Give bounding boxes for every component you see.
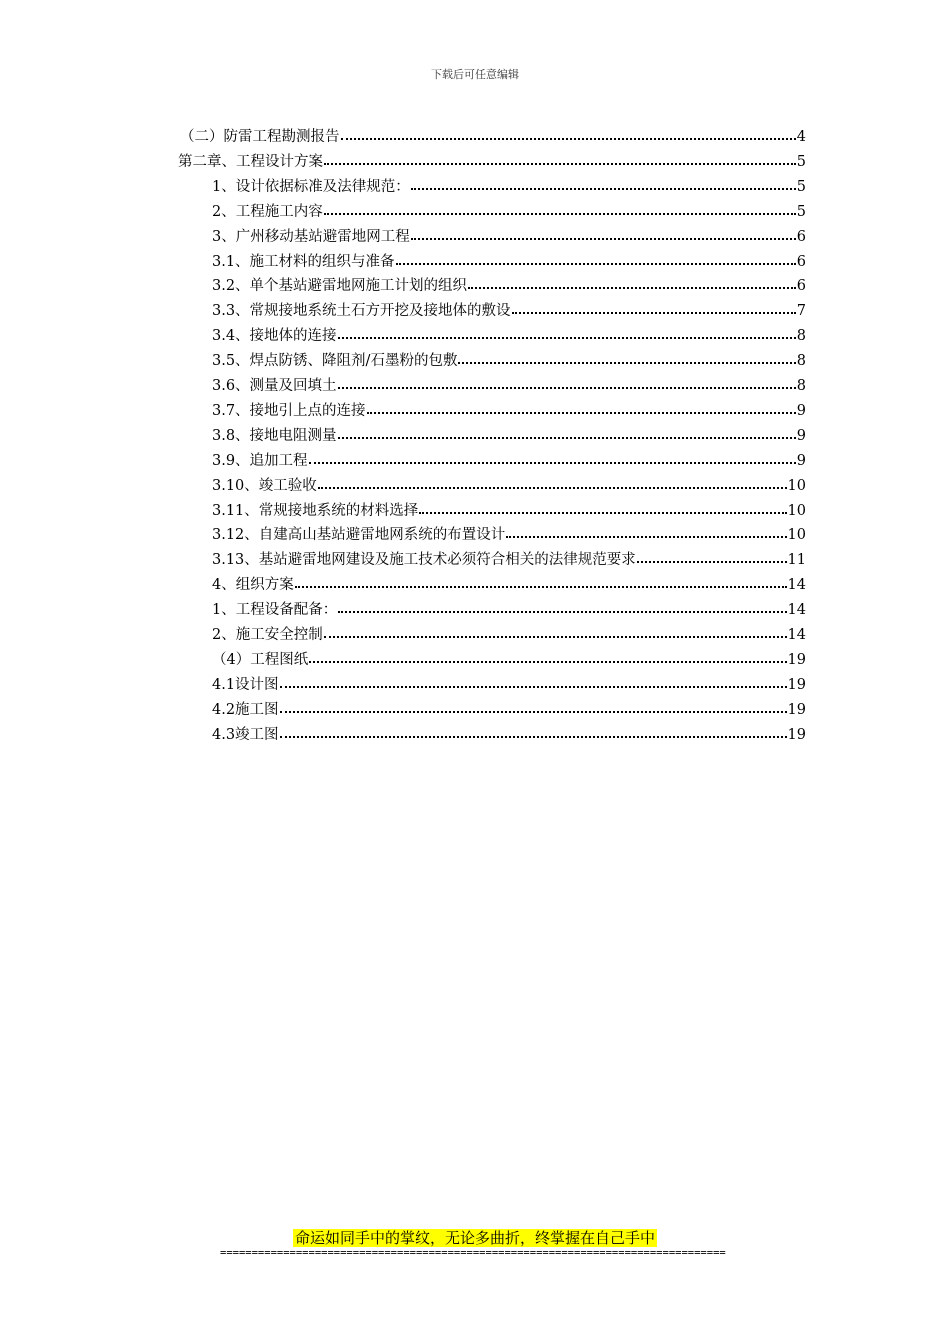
toc-dot-leader (324, 623, 787, 638)
toc-entry-page: 10 (787, 502, 806, 519)
toc-entry-page: 8 (796, 378, 806, 394)
toc-dot-leader (637, 548, 787, 563)
toc-entry[interactable] (212, 275, 806, 295)
toc-entry-page: 19 (787, 651, 806, 668)
toc-dot-leader (280, 723, 787, 738)
toc-entry-label: 1、工程设备配备： (212, 602, 338, 619)
toc-entry[interactable] (212, 201, 806, 221)
toc-entry-page: 5 (796, 178, 806, 195)
toc-entry-label: 3.3、常规接地系统土石方开挖及接地体的敷设 (212, 303, 511, 320)
toc-dot-leader (324, 150, 796, 165)
toc-entry-label: 2、施工安全控制 (212, 627, 323, 643)
toc-entry-page: 10 (787, 527, 806, 544)
toc-dot-leader (506, 523, 786, 538)
toc-dot-leader (458, 349, 795, 364)
toc-dot-leader (396, 250, 796, 265)
toc-entry-label: 1、设计依据标准及法律规范： (212, 178, 410, 195)
toc-dot-leader (512, 299, 796, 314)
toc-entry[interactable] (212, 599, 806, 619)
toc-entry-label: 4.2施工图 (212, 701, 279, 718)
toc-entry-label: （4）工程图纸 (212, 651, 309, 668)
toc-entry-label: 3.5、焊点防锈、降阻剂/石墨粉的包敷 (212, 353, 458, 370)
toc-entry-page: 14 (787, 627, 806, 643)
toc-entry[interactable] (212, 450, 806, 470)
toc-entry-page: 19 (787, 676, 806, 693)
toc-entry-page: 9 (796, 452, 806, 469)
toc-dot-leader (338, 424, 796, 439)
toc-dot-leader (338, 324, 796, 339)
toc-entry[interactable] (212, 350, 806, 370)
toc-dot-leader (411, 175, 796, 190)
toc-entry[interactable] (212, 251, 806, 271)
toc-entry-label: 3.1、施工材料的组织与准备 (212, 253, 395, 270)
toc-entry-page: 8 (796, 353, 806, 370)
toc-entry-page: 10 (787, 477, 806, 494)
toc-entry-page: 19 (787, 726, 806, 743)
toc-entry-label: 3.11、常规接地系统的材料选择 (212, 502, 419, 519)
toc-entry[interactable] (212, 300, 806, 320)
toc-dot-leader (280, 673, 787, 688)
toc-entry-page: 6 (796, 253, 806, 270)
toc-entry-page: 11 (787, 552, 806, 569)
toc-entry-label: 3.9、追加工程 (212, 452, 308, 469)
toc-entry-label: 3、广州移动基站避雷地网工程 (212, 228, 410, 245)
toc-entry-page: 14 (787, 577, 806, 594)
toc-entry[interactable] (212, 176, 806, 196)
toc-entry-label: 3.12、自建高山基站避雷地网系统的布置设计 (212, 527, 506, 544)
page-footer (0, 1228, 950, 1247)
toc-entry-label: 第二章、工程设计方案 (178, 153, 323, 170)
toc-entry-label: 3.4、接地体的连接 (212, 328, 337, 345)
page-header: 下载后可任意编辑 (431, 68, 519, 81)
footer-rule: ================================================================================ (220, 1247, 726, 1259)
toc-entry[interactable] (212, 699, 806, 719)
toc-entry[interactable] (212, 325, 806, 345)
toc-entry[interactable] (212, 226, 806, 246)
toc-entry[interactable] (180, 126, 806, 146)
toc-entry[interactable] (212, 549, 806, 569)
toc-entry-page: 5 (796, 203, 806, 220)
toc-entry[interactable] (212, 475, 806, 495)
toc-entry-label: （二）防雷工程勘测报告 (180, 129, 340, 145)
toc-entry[interactable] (212, 425, 806, 445)
toc-entry-page: 4 (796, 129, 806, 145)
toc-entry[interactable] (212, 724, 806, 744)
toc-dot-leader (280, 698, 787, 713)
toc-dot-leader (295, 573, 787, 588)
toc-dot-leader (468, 274, 796, 289)
toc-entry-label: 4.3竣工图 (212, 726, 279, 743)
toc-dot-leader (367, 399, 796, 414)
toc-entry-label: 3.8、接地电阻测量 (212, 427, 337, 444)
toc-entry-label: 3.2、单个基站避雷地网施工计划的组织 (212, 278, 468, 295)
toc-entry[interactable] (212, 574, 806, 594)
toc-entry[interactable] (212, 500, 806, 520)
toc-entry[interactable] (212, 649, 806, 669)
toc-dot-leader (309, 449, 796, 464)
toc-dot-leader (309, 648, 786, 663)
toc-entry[interactable] (212, 624, 806, 644)
toc-entry[interactable] (212, 524, 806, 544)
toc-dot-leader (341, 125, 796, 140)
footer-motto: 命运如同手中的掌纹，无论多曲折，终掌握在自己手中 (294, 1229, 655, 1247)
toc-entry-label: 3.7、接地引上点的连接 (212, 402, 366, 419)
toc-entry-page: 6 (796, 278, 806, 295)
toc-entry-page: 5 (796, 153, 806, 170)
toc-entry-label: 4、组织方案 (212, 577, 294, 594)
toc-entry-page: 7 (796, 303, 806, 320)
toc-entry[interactable] (178, 151, 806, 171)
toc-entry-label: 3.10、竣工验收 (212, 477, 317, 494)
toc-dot-leader (411, 225, 796, 240)
toc-entry-label: 2、工程施工内容 (212, 203, 323, 220)
toc-entry-page: 14 (787, 602, 806, 619)
toc-dot-leader (338, 598, 786, 613)
toc-entry[interactable] (212, 400, 806, 420)
toc-entry-page: 6 (796, 228, 806, 245)
toc-entry-page: 9 (796, 427, 806, 444)
toc-dot-leader (338, 374, 796, 389)
toc-dot-leader (324, 200, 796, 215)
toc-entry-page: 19 (787, 701, 806, 718)
toc-entry[interactable] (212, 674, 806, 694)
toc-entry[interactable] (212, 375, 806, 395)
toc-entry-page: 8 (796, 328, 806, 345)
toc-entry-label: 3.6、测量及回填土 (212, 378, 337, 394)
toc-entry-label: 4.1设计图 (212, 676, 279, 693)
toc-dot-leader (419, 499, 786, 514)
toc-entry-page: 9 (796, 402, 806, 419)
toc-dot-leader (318, 474, 787, 489)
toc-entry-label: 3.13、基站避雷地网建设及施工技术必须符合相关的法律规范要求 (212, 552, 636, 569)
